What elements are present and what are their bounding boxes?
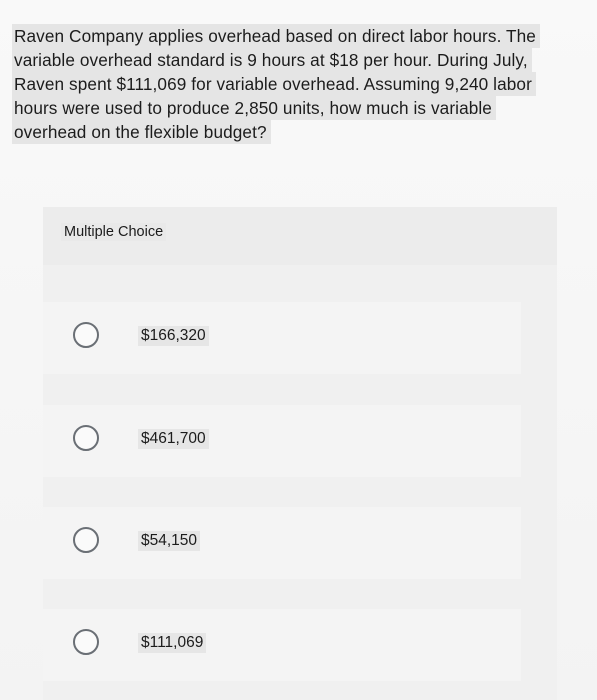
question-line: Raven Company applies overhead based on direct labor hours. The [12, 24, 540, 48]
question-text [12, 24, 572, 144]
choice-label: $111,069 [138, 633, 206, 653]
choice-label: $54,150 [138, 531, 200, 551]
choice-label: $166,320 [138, 326, 209, 346]
multiple-choice-label: Multiple Choice [61, 223, 166, 241]
multiple-choice-panel [43, 207, 557, 700]
radio-button-icon[interactable] [73, 322, 99, 348]
question-line: hours were used to produce 2,850 units, how much is variable [12, 96, 496, 120]
radio-button-icon[interactable] [73, 527, 99, 553]
choice-option-a[interactable] [43, 302, 521, 374]
radio-button-icon[interactable] [73, 629, 99, 655]
question-line: overhead on the flexible budget? [12, 120, 271, 144]
choice-label: $461,700 [138, 429, 209, 449]
multiple-choice-header [43, 207, 557, 265]
choice-option-b[interactable] [43, 405, 521, 477]
choice-option-d[interactable] [43, 609, 521, 681]
choice-option-c[interactable] [43, 507, 521, 579]
question-line: variable overhead standard is 9 hours at $18 per hour. During July, [12, 48, 532, 72]
radio-button-icon[interactable] [73, 425, 99, 451]
question-line: Raven spent $111,069 for variable overhead. Assuming 9,240 labor [12, 72, 536, 96]
